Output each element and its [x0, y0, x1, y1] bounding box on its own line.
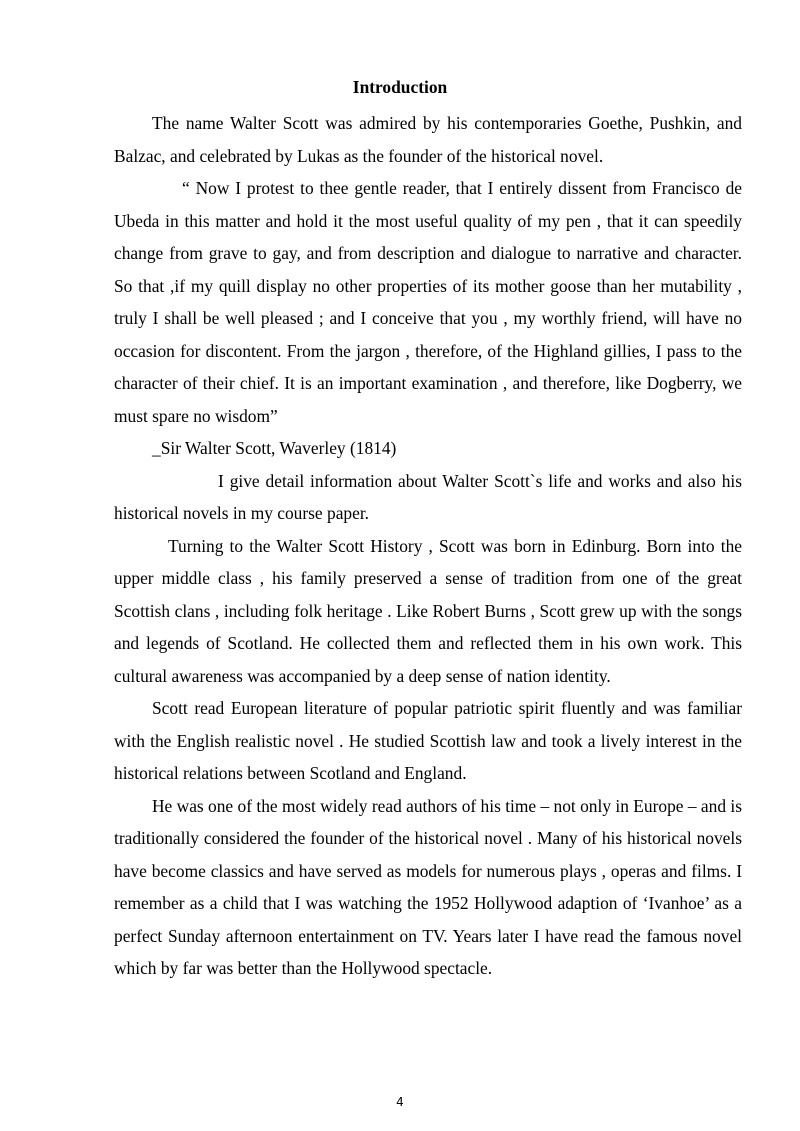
page-title: Introduction	[352, 77, 448, 97]
body-text	[114, 107, 742, 985]
page-number: 4	[396, 1095, 404, 1109]
paragraph-widely-read: He was one of the most widely read authors of his time – not only in Europe – and is traditionally considered the founder of the historical novel . Many of his historical novels have become classics and have served as models for numerous plays , operas and films. I remember as a child that I was watching the 1952 Hollywood adaption of ‘Ivanhoe’ as a perfect Sunday afternoon entertainment on TV. Years later I have read the famous novel which by far was better than the Hollywood spectacle.	[114, 795, 742, 978]
paragraph-course-paper: I give detail information about Walter Scott`s life and works and also his historical novels in my course paper.	[114, 470, 742, 523]
paragraph-european-literature: Scott read European literature of popular patriotic spirit fluently and was familiar with the English realistic novel . He studied Scottish law and took a lively interest in the historical relations between Scotland and England.	[114, 698, 742, 783]
paragraph-history: Turning to the Walter Scott History , Scott was born in Edinburg. Born into the upper middle class , his family preserved a sense of tradition from one of the great Scottish clans , including folk heritage . Like Robert Burns , Scott grew up with the songs and legends of Scotland. He collected them and reflected them in his own work. This cultural awareness was accompanied by a deep sense of nation identity.	[114, 535, 742, 686]
paragraph-quote: “ Now I protest to thee gentle reader, that I entirely dissent from Francisco de Ubeda in this matter and hold it the most useful quality of my pen , that it can speedily change from grave to gay, and from description and dialogue to narrative and character. So that ,if my quill display no other properties of its mother goose than her mutability , truly I shall be well pleased ; and I conceive that you , my worthly friend, will have no occasion for discontent. From the jargon , therefore, of the Highland gillies, I pass to the character of their chief. It is an important examination , and therefore, like Dogberry, we must spare no wisdom”	[114, 178, 742, 426]
quote-attribution: _Sir Walter Scott, Waverley (1814)	[152, 438, 397, 458]
paragraph-intro: The name Walter Scott was admired by his contemporaries Goethe, Pushkin, and Balzac, and celebrated by Lukas as the founder of the historical novel.	[114, 113, 742, 166]
